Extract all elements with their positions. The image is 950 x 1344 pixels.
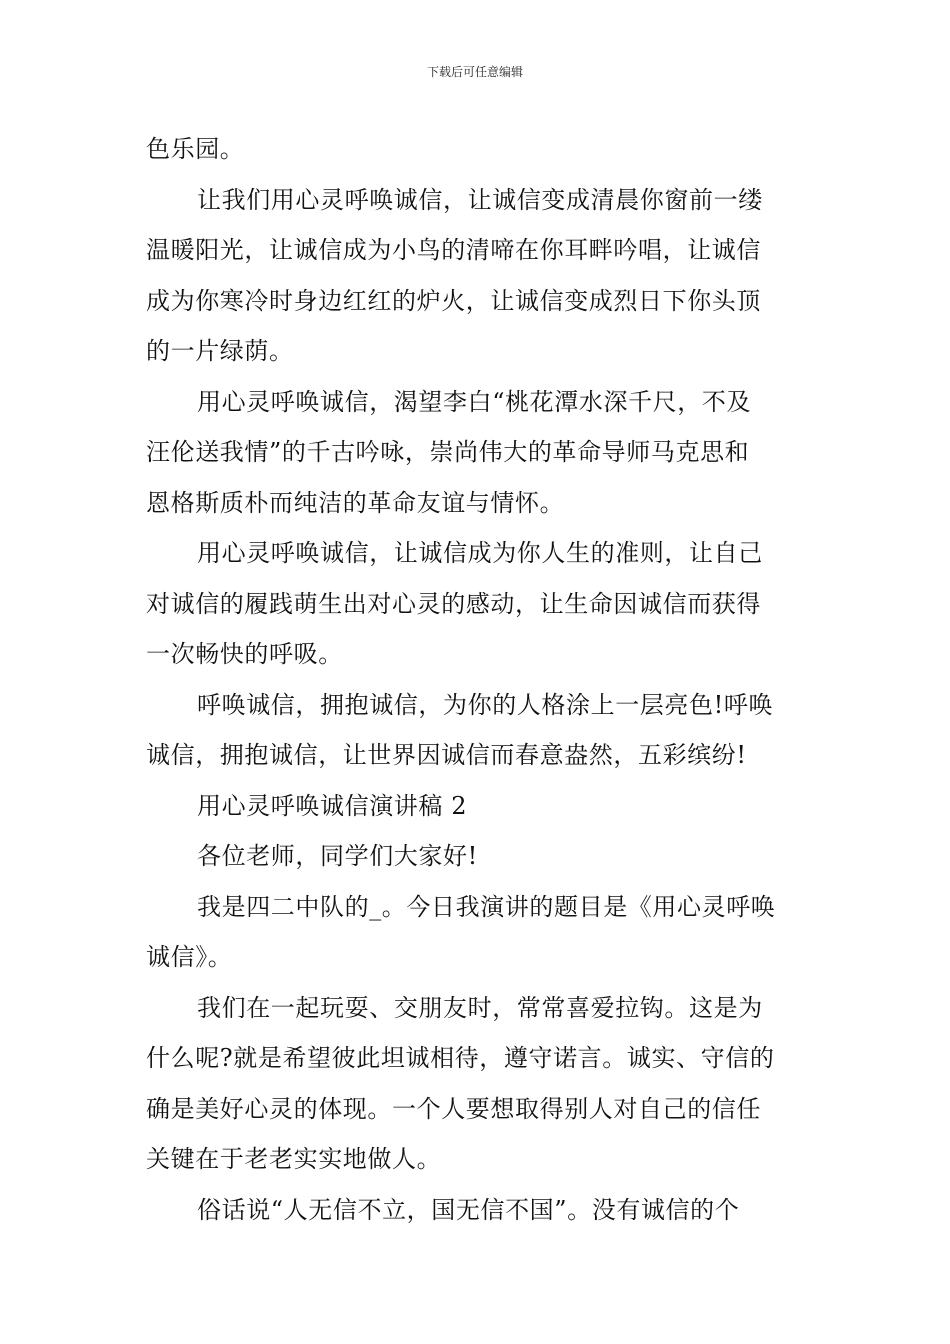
header-text: 下载后可任意编辑 [426,65,523,79]
text-line: 诚信，拥抱诚信，让世界因诚信而春意盎然，五彩缤纷! [146,741,747,769]
text-line: 用心灵呼唤诚信，渴望李白“桃花潭水深千尺，不及 [197,387,752,416]
text-line: 成为你寒冷时身边红红的炉火，让诚信变成烈日下你头顶 [146,286,761,315]
text-line: 我是四二中队的_。今日我演讲的题目是《用心灵呼唤 [197,892,776,921]
text-line: 恩格斯质朴而纯洁的革命友谊与情怀。 [146,488,565,517]
section-heading: 用心灵呼唤诚信演讲稿 2 [197,791,468,820]
text-line: 什么呢?就是希望彼此坦诚相待，遵守诺言。诚实、守信的 [146,1044,775,1072]
text-line: 诚信》。 [146,943,233,971]
text-line: 色乐园。 [146,135,245,163]
page-header [0,64,950,80]
text-line: 温暖阳光，让诚信成为小鸟的清啼在你耳畔吟唱，让诚信 [146,236,761,264]
document-body [146,124,811,1235]
text-line: 让我们用心灵呼唤诚信，让诚信变成清晨你窗前一缕 [197,185,763,214]
text-line: 我们在一起玩耍、交朋友时，常常喜爱拉钩。这是为 [197,993,763,1022]
text-line: 关键在于老老实实地做人。 [146,1145,442,1173]
text-line: 呼唤诚信，拥抱诚信，为你的人格涂上一层亮色!呼唤 [197,690,774,719]
text-line: 一次畅快的呼吸。 [146,640,343,668]
text-line: 确是美好心灵的体现。一个人要想取得别人对自己的信任 [146,1094,761,1123]
text-line: 各位老师，同学们大家好! [197,842,478,870]
text-line: 汪伦送我情”的千古吟咏，崇尚伟大的革命导师马克思和 [146,438,750,466]
text-line: 用心灵呼唤诚信，让诚信成为你人生的准则，让自己 [197,539,763,567]
text-line: 对诚信的履践萌生出对心灵的感动，让生命因诚信而获得 [146,589,761,618]
text-line: 俗话说“人无信不立，国无信不国”。没有诚信的个 [197,1195,740,1224]
text-line: 的一片绿荫。 [146,337,294,365]
